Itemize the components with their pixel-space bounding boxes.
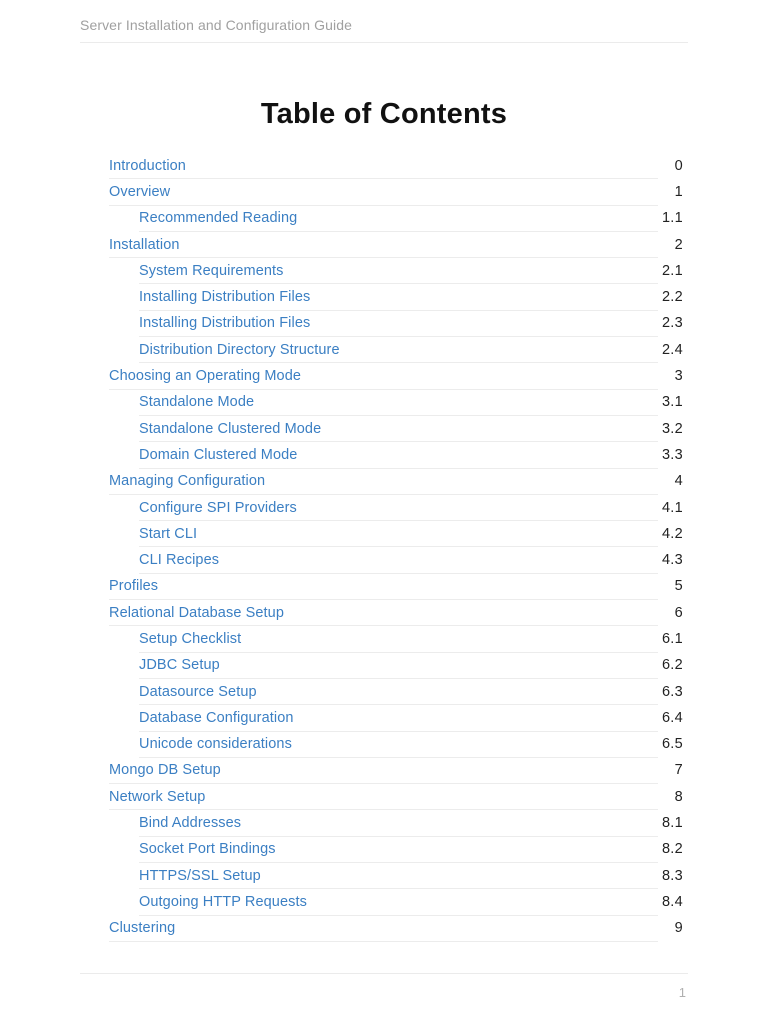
toc-entry-link[interactable]: HTTPS/SSL Setup bbox=[139, 867, 261, 884]
toc-entry-link[interactable]: Introduction bbox=[109, 157, 186, 174]
toc-entry[interactable] bbox=[139, 837, 684, 863]
toc-entry-page-number: 6.3 bbox=[661, 683, 683, 700]
toc-entry-page-number: 3.2 bbox=[661, 420, 683, 437]
toc-entry-link[interactable]: Database Configuration bbox=[139, 709, 294, 726]
toc-entry-page-number: 2.4 bbox=[661, 341, 683, 358]
toc-entry-link[interactable]: Datasource Setup bbox=[139, 683, 257, 700]
toc-entry-page-number: 9 bbox=[674, 920, 683, 937]
toc-entry[interactable] bbox=[109, 916, 684, 942]
toc-entry-page-number: 2 bbox=[674, 236, 683, 253]
toc-entry-page-number: 4 bbox=[674, 473, 683, 490]
toc-entry[interactable] bbox=[139, 337, 684, 363]
page-number: 1 bbox=[678, 985, 686, 1000]
toc-entry-page-number: 8 bbox=[674, 788, 683, 805]
toc-entry-link[interactable]: Outgoing HTTP Requests bbox=[139, 893, 307, 910]
header-divider bbox=[80, 42, 688, 43]
toc-entry-link[interactable]: Choosing an Operating Mode bbox=[109, 368, 302, 385]
toc-entry[interactable] bbox=[109, 758, 684, 784]
toc-entry[interactable] bbox=[139, 442, 684, 468]
toc-entry-link[interactable]: Managing Configuration bbox=[109, 473, 266, 490]
toc-entry-page-number: 6.1 bbox=[661, 630, 683, 647]
toc-entry-page-number: 8.1 bbox=[661, 815, 683, 832]
page-title: Table of Contents bbox=[260, 98, 508, 130]
toc-entry[interactable] bbox=[139, 732, 684, 758]
toc-entry-link[interactable]: Recommended Reading bbox=[139, 210, 298, 227]
toc-entry[interactable] bbox=[139, 311, 684, 337]
toc-entry-link[interactable]: System Requirements bbox=[139, 262, 284, 279]
toc-entry-link[interactable]: Domain Clustered Mode bbox=[139, 446, 298, 463]
toc-entry-link[interactable]: Overview bbox=[109, 183, 171, 200]
toc-entry[interactable] bbox=[139, 521, 684, 547]
table-of-contents bbox=[0, 153, 768, 942]
toc-entry-link[interactable]: Installing Distribution Files bbox=[139, 289, 311, 306]
toc-entry-page-number: 2.1 bbox=[661, 262, 683, 279]
toc-entry[interactable] bbox=[139, 863, 684, 889]
toc-entry-rule-gap bbox=[658, 941, 684, 942]
toc-entry-page-number: 4.1 bbox=[661, 499, 683, 516]
toc-entry[interactable] bbox=[139, 653, 684, 679]
toc-entry-page-number: 0 bbox=[674, 157, 683, 174]
toc-entry[interactable] bbox=[139, 416, 684, 442]
toc-entry[interactable] bbox=[139, 206, 684, 232]
toc-entry-link[interactable]: Unicode considerations bbox=[139, 736, 292, 753]
toc-entry-link[interactable]: CLI Recipes bbox=[139, 552, 220, 569]
toc-entry-link[interactable]: Standalone Mode bbox=[139, 394, 255, 411]
toc-entry[interactable] bbox=[109, 574, 684, 600]
toc-entry[interactable] bbox=[139, 390, 684, 416]
toc-entry-link[interactable]: Distribution Directory Structure bbox=[139, 341, 340, 358]
toc-entry[interactable] bbox=[139, 810, 684, 836]
toc-entry[interactable] bbox=[139, 626, 684, 652]
toc-entry-page-number: 4.2 bbox=[661, 525, 683, 542]
toc-entry-link[interactable]: Mongo DB Setup bbox=[109, 762, 221, 779]
toc-entry-link[interactable]: Configure SPI Providers bbox=[139, 499, 297, 516]
toc-entry-link[interactable]: JDBC Setup bbox=[139, 657, 220, 674]
toc-entry[interactable] bbox=[109, 153, 684, 179]
toc-entry-link[interactable]: Profiles bbox=[109, 578, 159, 595]
toc-entry-page-number: 8.3 bbox=[661, 867, 683, 884]
toc-entry[interactable] bbox=[109, 469, 684, 495]
toc-entry[interactable] bbox=[139, 258, 684, 284]
toc-entry-link[interactable]: Network Setup bbox=[109, 788, 206, 805]
toc-entry-page-number: 6.4 bbox=[661, 709, 683, 726]
toc-entry[interactable] bbox=[139, 889, 684, 915]
toc-entry[interactable] bbox=[109, 600, 684, 626]
toc-entry[interactable] bbox=[139, 495, 684, 521]
toc-entry-link[interactable]: Installation bbox=[109, 236, 180, 253]
toc-entry-page-number: 2.2 bbox=[661, 289, 683, 306]
toc-entry-link[interactable]: Installing Distribution Files bbox=[139, 315, 311, 332]
toc-entry-page-number: 6 bbox=[674, 604, 683, 621]
footer-divider bbox=[80, 973, 688, 974]
toc-entry-link[interactable]: Setup Checklist bbox=[139, 630, 242, 647]
toc-entry-page-number: 3 bbox=[674, 368, 683, 385]
running-header: Server Installation and Configuration Guide bbox=[80, 17, 353, 33]
toc-entry[interactable] bbox=[139, 284, 684, 310]
toc-entry-page-number: 6.5 bbox=[661, 736, 683, 753]
toc-entry-page-number: 1.1 bbox=[661, 210, 683, 227]
toc-entry-page-number: 2.3 bbox=[661, 315, 683, 332]
toc-entry-page-number: 8.2 bbox=[661, 841, 683, 858]
toc-entry-page-number: 1 bbox=[674, 183, 683, 200]
toc-entry-page-number: 3.1 bbox=[661, 394, 683, 411]
toc-entry-page-number: 3.3 bbox=[661, 446, 683, 463]
toc-entry-link[interactable]: Standalone Clustered Mode bbox=[139, 420, 322, 437]
toc-entry[interactable] bbox=[139, 705, 684, 731]
toc-entry-link[interactable]: Clustering bbox=[109, 920, 176, 937]
toc-entry-page-number: 4.3 bbox=[661, 552, 683, 569]
toc-entry[interactable] bbox=[109, 232, 684, 258]
toc-entry-page-number: 6.2 bbox=[661, 657, 683, 674]
toc-entry-link[interactable]: Relational Database Setup bbox=[109, 604, 285, 621]
toc-entry[interactable] bbox=[109, 179, 684, 205]
toc-entry-link[interactable]: Socket Port Bindings bbox=[139, 841, 276, 858]
toc-entry-page-number: 8.4 bbox=[661, 893, 683, 910]
toc-entry[interactable] bbox=[139, 679, 684, 705]
toc-entry[interactable] bbox=[109, 784, 684, 810]
toc-entry-link[interactable]: Start CLI bbox=[139, 525, 198, 542]
toc-entry-page-number: 5 bbox=[674, 578, 683, 595]
toc-entry[interactable] bbox=[139, 547, 684, 573]
toc-entry[interactable] bbox=[109, 363, 684, 389]
toc-entry-page-number: 7 bbox=[674, 762, 683, 779]
toc-entry-link[interactable]: Bind Addresses bbox=[139, 815, 242, 832]
